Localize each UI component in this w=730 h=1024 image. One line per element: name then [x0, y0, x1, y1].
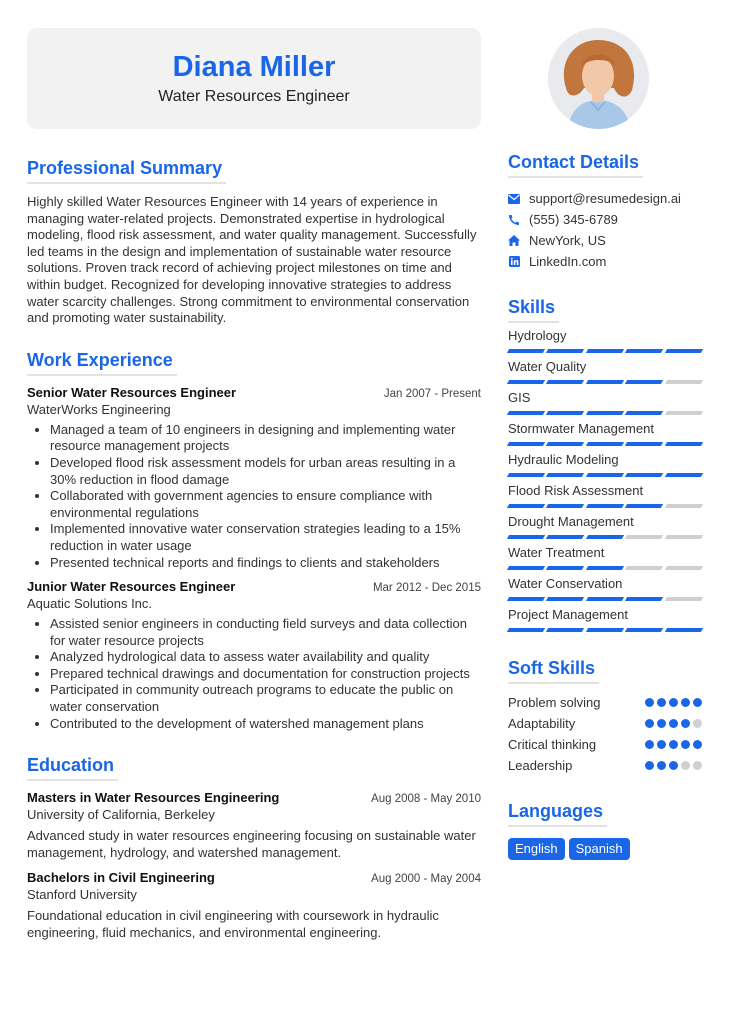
portrait-icon	[548, 28, 649, 129]
skill-name: Hydrology	[508, 328, 567, 343]
skill-level-segment	[586, 504, 625, 508]
skill-item	[508, 544, 702, 571]
contact-email[interactable]	[508, 188, 702, 209]
job-role: Senior Water Resources Engineer	[27, 384, 237, 400]
language-tag: Spanish	[569, 838, 630, 860]
contact-linkedin[interactable]	[508, 251, 702, 272]
degree: Bachelors in Civil Engineering	[27, 870, 215, 886]
education-heading: Education	[27, 754, 118, 781]
rating-dot-icon	[669, 761, 678, 770]
skill-level-segment	[586, 566, 625, 570]
skill-level-segment	[546, 535, 585, 539]
rating-dot-icon	[645, 740, 654, 749]
skill-level-segment	[546, 566, 585, 570]
skill-level-segment	[625, 535, 664, 539]
contact-heading: Contact Details	[508, 151, 643, 178]
education-date: Aug 2008 - May 2010	[371, 793, 481, 806]
rating-dot-icon	[681, 698, 690, 707]
job-bullet: • Implemented innovative water conservation strategies leading to a 15% reduction in water usage	[50, 521, 481, 554]
skill-level-segment	[546, 442, 585, 446]
skill-level-segment	[586, 442, 625, 446]
skill-item	[508, 358, 702, 385]
skill-level-segment	[664, 380, 703, 384]
degree: Masters in Water Resources Engineering	[27, 790, 280, 806]
skill-item	[508, 482, 702, 509]
languages-section	[508, 800, 702, 860]
skill-name: Flood Risk Assessment	[508, 483, 644, 498]
skill-level-segment	[664, 473, 703, 477]
soft-skill-rating	[645, 698, 702, 707]
skill-level-bar	[508, 535, 702, 540]
skill-name: Project Management	[508, 607, 628, 622]
skill-level-bar	[508, 597, 702, 602]
skill-level-segment	[586, 597, 625, 601]
skill-item	[508, 420, 702, 447]
skill-name: Water Quality	[508, 359, 587, 374]
skill-level-segment	[507, 504, 546, 508]
candidate-name: Diana Miller	[172, 51, 336, 83]
skill-level-segment	[625, 566, 664, 570]
skill-item	[508, 606, 702, 633]
skill-name: Hydraulic Modeling	[508, 452, 619, 467]
skill-name: Drought Management	[508, 514, 634, 529]
skill-level-segment	[664, 442, 703, 446]
job-role: Junior Water Resources Engineer	[27, 579, 236, 595]
skill-item	[508, 513, 702, 540]
skill-level-segment	[546, 504, 585, 508]
skill-level-segment	[625, 628, 664, 632]
skill-level-bar	[508, 411, 702, 416]
language-tag: English	[508, 838, 565, 860]
envelope-icon	[508, 193, 520, 205]
skill-level-segment	[507, 349, 546, 353]
rating-dot-icon	[645, 719, 654, 728]
skill-name: Water Treatment	[508, 545, 605, 560]
skill-level-segment	[507, 411, 546, 415]
job-bullets	[27, 422, 481, 571]
job-bullet: • Prepared technical drawings and documentation for construction projects	[50, 666, 481, 683]
skill-level-bar	[508, 380, 702, 385]
soft-skills-heading: Soft Skills	[508, 657, 599, 684]
skill-level-segment	[507, 442, 546, 446]
languages-heading: Languages	[508, 800, 607, 827]
skill-item	[508, 327, 702, 354]
skill-name: GIS	[508, 390, 531, 405]
skill-item	[508, 389, 702, 416]
skills-heading: Skills	[508, 296, 559, 323]
skill-level-segment	[664, 411, 703, 415]
experience-heading: Work Experience	[27, 349, 177, 376]
summary-heading: Professional Summary	[27, 157, 226, 184]
skill-level-segment	[546, 380, 585, 384]
skill-level-segment	[586, 473, 625, 477]
soft-skill-rating	[645, 761, 702, 770]
skill-level-segment	[546, 349, 585, 353]
contact-section	[508, 151, 702, 272]
skill-level-segment	[625, 442, 664, 446]
skill-level-segment	[586, 535, 625, 539]
skill-level-segment	[586, 628, 625, 632]
linkedin-icon	[508, 256, 520, 268]
job-entry	[27, 579, 481, 732]
skill-name: Stormwater Management	[508, 421, 654, 436]
skill-level-segment	[586, 411, 625, 415]
education-entry	[27, 870, 481, 941]
education-description: Foundational education in civil engineering with coursework in hydraulic engineering, fluid mechanics, and environmental engineering.	[27, 908, 439, 941]
rating-dot-icon	[657, 698, 666, 707]
rating-dot-icon	[681, 761, 690, 770]
skill-level-segment	[625, 473, 664, 477]
skill-level-segment	[625, 411, 664, 415]
skill-level-segment	[664, 597, 703, 601]
rating-dot-icon	[657, 719, 666, 728]
soft-skill-name: Critical thinking	[508, 737, 597, 752]
sidebar-column	[508, 151, 702, 860]
job-bullet: • Assisted senior engineers in conducting field surveys and data collection for water resource projects	[50, 616, 481, 649]
rating-dot-icon	[693, 719, 702, 728]
phone-icon	[508, 214, 520, 226]
skill-level-segment	[664, 566, 703, 570]
contact-location-text: NewYork, US	[529, 233, 606, 248]
rating-dot-icon	[681, 719, 690, 728]
job-bullet: • Collaborated with government agencies to ensure compliance with environmental regulations	[50, 488, 481, 521]
skill-level-segment	[507, 473, 546, 477]
soft-skill-name: Problem solving	[508, 695, 601, 710]
school: Stanford University	[27, 887, 137, 903]
experience-section	[27, 349, 481, 733]
skill-level-segment	[546, 411, 585, 415]
soft-skill-item	[508, 692, 702, 713]
skill-level-segment	[507, 628, 546, 632]
skill-level-segment	[664, 535, 703, 539]
job-bullet: • Analyzed hydrological data to assess water availability and quality	[50, 649, 481, 666]
summary-text: Highly skilled Water Resources Engineer with 14 years of experience in managing water-related projects. Demonstrated expertise in hydrological modeling, flood risk assessment, and water quality management. Successfully led teams in the design and implementation of sustainable water resource solutions. Proven track record of achieving project milestones on time and within budget. Recognized for developing innovative strategies to address water scarcity challenges. Strong commitment to environmental conservation and promoting water sustainability.	[27, 194, 477, 326]
main-column	[27, 157, 481, 942]
skill-level-segment	[546, 628, 585, 632]
job-bullet: • Developed flood risk assessment models for urban areas resulting in a 30% reduction in flood damage	[50, 455, 481, 488]
soft-skill-name: Adaptability	[508, 716, 576, 731]
soft-skill-item	[508, 755, 702, 776]
rating-dot-icon	[693, 740, 702, 749]
education-description: Advanced study in water resources engineering focusing on sustainable water management, hydrology, and watershed management.	[27, 828, 476, 860]
skill-level-bar	[508, 442, 702, 447]
contact-linkedin-text: LinkedIn.com	[529, 254, 607, 269]
skill-level-segment	[664, 504, 703, 508]
skill-level-segment	[546, 597, 585, 601]
rating-dot-icon	[669, 740, 678, 749]
skill-level-segment	[664, 628, 703, 632]
rating-dot-icon	[645, 698, 654, 707]
skill-level-segment	[586, 380, 625, 384]
rating-dot-icon	[693, 761, 702, 770]
soft-skill-rating	[645, 740, 702, 749]
skill-level-segment	[625, 597, 664, 601]
education-entry	[27, 790, 481, 861]
summary-section	[27, 157, 481, 327]
rating-dot-icon	[657, 740, 666, 749]
skill-level-segment	[507, 535, 546, 539]
job-date: Mar 2012 - Dec 2015	[372, 582, 481, 595]
skill-level-segment	[664, 349, 703, 353]
rating-dot-icon	[693, 698, 702, 707]
contact-location	[508, 230, 702, 251]
rating-dot-icon	[681, 740, 690, 749]
skill-level-segment	[625, 380, 664, 384]
job-bullet: • Participated in community outreach programs to educate the public on water conservation	[50, 682, 481, 715]
job-company: Aquatic Solutions Inc.	[27, 596, 153, 612]
skill-item	[508, 451, 702, 478]
job-date: Jan 2007 - Present	[383, 387, 481, 400]
contact-phone-text: (555) 345-6789	[529, 212, 618, 227]
rating-dot-icon	[657, 761, 666, 770]
skill-level-segment	[586, 349, 625, 353]
soft-skill-item	[508, 734, 702, 755]
rating-dot-icon	[645, 761, 654, 770]
skill-level-segment	[507, 380, 546, 384]
contact-email-text: support@resumedesign.ai	[529, 191, 681, 206]
skill-level-bar	[508, 349, 702, 354]
skill-level-segment	[546, 473, 585, 477]
skill-item	[508, 575, 702, 602]
skill-level-segment	[507, 566, 546, 570]
rating-dot-icon	[669, 719, 678, 728]
candidate-title: Water Resources Engineer	[158, 88, 350, 105]
job-bullet: • Managed a team of 10 engineers in designing and implementing water resource management projects	[50, 422, 481, 455]
skill-level-bar	[508, 566, 702, 571]
header-banner	[27, 28, 481, 129]
contact-phone[interactable]	[508, 209, 702, 230]
skill-level-bar	[508, 473, 702, 478]
skill-name: Water Conservation	[508, 576, 623, 591]
rating-dot-icon	[669, 698, 678, 707]
skill-level-segment	[625, 349, 664, 353]
soft-skills-section	[508, 657, 702, 776]
home-icon	[508, 235, 520, 247]
job-bullets	[27, 616, 481, 732]
soft-skill-item	[508, 713, 702, 734]
soft-skill-name: Leadership	[508, 758, 573, 773]
job-company: WaterWorks Engineering	[27, 401, 171, 417]
job-bullet: • Presented technical reports and findings to clients and stakeholders	[50, 555, 481, 572]
education-date: Aug 2000 - May 2004	[371, 873, 481, 886]
skills-section	[508, 296, 702, 633]
skill-level-bar	[508, 504, 702, 509]
skill-level-segment	[507, 597, 546, 601]
job-bullet: • Contributed to the development of watershed management plans	[50, 716, 481, 733]
skill-level-segment	[625, 504, 664, 508]
job-entry	[27, 385, 481, 571]
education-section	[27, 754, 481, 941]
profile-photo	[548, 28, 649, 129]
soft-skill-rating	[645, 719, 702, 728]
skill-level-bar	[508, 628, 702, 633]
school: University of California, Berkeley	[27, 807, 215, 823]
